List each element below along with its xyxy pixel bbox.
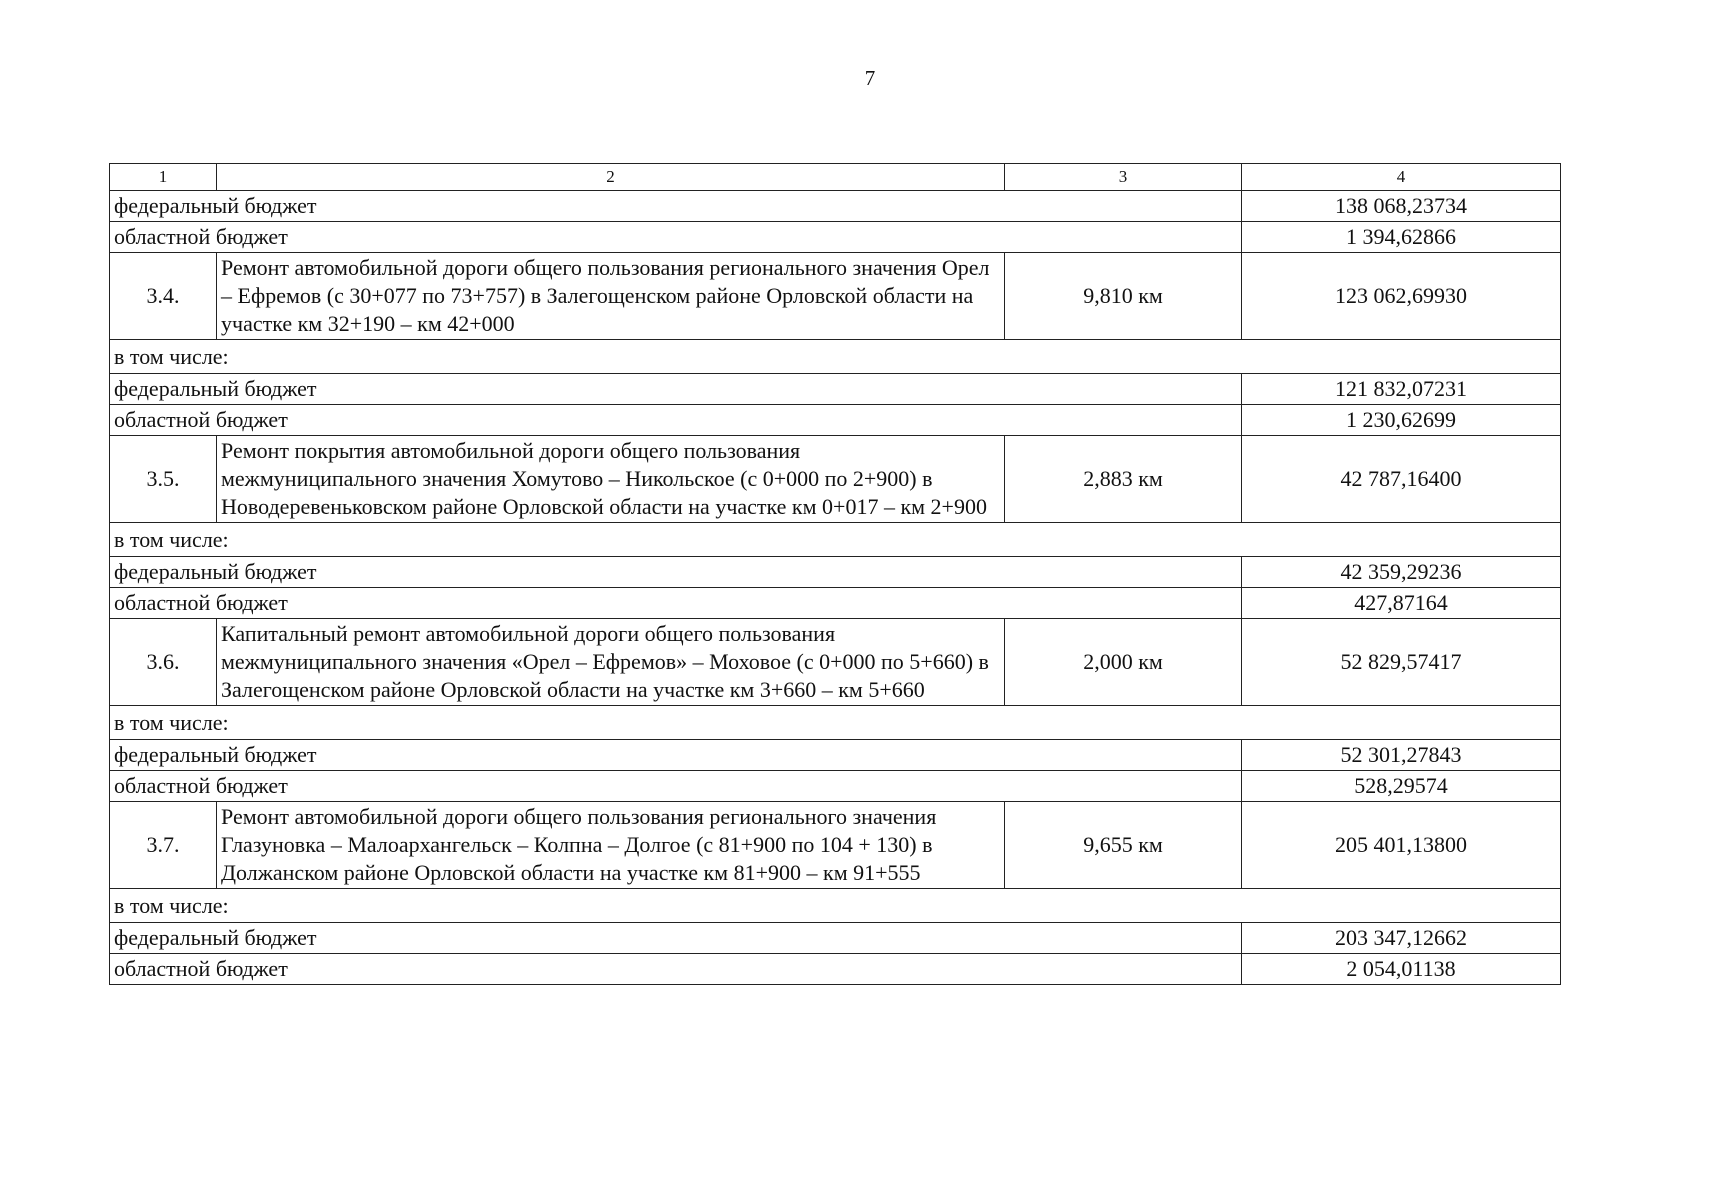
including-label: в том числе: — [110, 523, 1561, 557]
item-number: 3.4. — [110, 253, 217, 340]
item-description: Ремонт покрытия автомобильной дороги общего пользования межмуниципального значения Хомутово – Никольское (с 0+000 по 2+900) в Новодеревеньковском районе Орловской области на участке км 0+017 – км 2+900 — [217, 436, 1005, 523]
item-length: 2,000 км — [1005, 619, 1242, 706]
item-length: 9,810 км — [1005, 253, 1242, 340]
item-row — [110, 619, 1561, 706]
item-description: Ремонт автомобильной дороги общего пользования регионального значения Орел – Ефремов (с 30+077 по 73+757) в Залегощенском районе Орловской области на участке км 32+190 – км 42+000 — [217, 253, 1005, 340]
table-row — [110, 588, 1561, 619]
item-number: 3.7. — [110, 802, 217, 889]
including-row — [110, 523, 1561, 557]
budget-label: областной бюджет — [110, 222, 1242, 253]
item-description: Ремонт автомобильной дороги общего пользования регионального значения Глазуновка – Малоархангельск – Колпна – Долгое (с 81+900 по 104 + 130) в Должанском районе Орловской области на участке км 81+900 – км 91+555 — [217, 802, 1005, 889]
budget-table — [109, 163, 1561, 985]
page-number: 7 — [864, 66, 876, 90]
item-amount: 52 829,57417 — [1242, 619, 1561, 706]
item-number: 3.6. — [110, 619, 217, 706]
including-label: в том числе: — [110, 706, 1561, 740]
regional-budget-amount: 2 054,01138 — [1242, 954, 1561, 985]
regional-budget-label: областной бюджет — [110, 771, 1242, 802]
table-row — [110, 923, 1561, 954]
table-row — [110, 374, 1561, 405]
federal-budget-amount: 42 359,29236 — [1242, 557, 1561, 588]
table-row — [110, 771, 1561, 802]
table-row — [110, 740, 1561, 771]
federal-budget-amount: 203 347,12662 — [1242, 923, 1561, 954]
federal-budget-label: федеральный бюджет — [110, 374, 1242, 405]
header-col-3: 3 — [1005, 164, 1242, 191]
including-label: в том числе: — [110, 340, 1561, 374]
item-row — [110, 253, 1561, 340]
regional-budget-label: областной бюджет — [110, 588, 1242, 619]
federal-budget-label: федеральный бюджет — [110, 923, 1242, 954]
budget-label: федеральный бюджет — [110, 191, 1242, 222]
table-row — [110, 557, 1561, 588]
item-number: 3.5. — [110, 436, 217, 523]
item-amount: 42 787,16400 — [1242, 436, 1561, 523]
budget-amount: 1 394,62866 — [1242, 222, 1561, 253]
header-col-1: 1 — [110, 164, 217, 191]
header-col-4: 4 — [1242, 164, 1561, 191]
table-row — [110, 954, 1561, 985]
regional-budget-label: областной бюджет — [110, 954, 1242, 985]
item-description: Капитальный ремонт автомобильной дороги общего пользования межмуниципального значения «Орел – Ефремов» – Моховое (с 0+000 по 5+660) в Залегощенском районе Орловской области на участке км 3+660 – км 5+660 — [217, 619, 1005, 706]
including-row — [110, 706, 1561, 740]
federal-budget-label: федеральный бюджет — [110, 557, 1242, 588]
regional-budget-amount: 1 230,62699 — [1242, 405, 1561, 436]
item-length: 9,655 км — [1005, 802, 1242, 889]
item-amount: 123 062,69930 — [1242, 253, 1561, 340]
regional-budget-amount: 528,29574 — [1242, 771, 1561, 802]
including-row — [110, 340, 1561, 374]
budget-amount: 138 068,23734 — [1242, 191, 1561, 222]
regional-budget-label: областной бюджет — [110, 405, 1242, 436]
federal-budget-amount: 121 832,07231 — [1242, 374, 1561, 405]
regional-budget-amount: 427,87164 — [1242, 588, 1561, 619]
table-row — [110, 405, 1561, 436]
item-length: 2,883 км — [1005, 436, 1242, 523]
item-row — [110, 436, 1561, 523]
item-row — [110, 802, 1561, 889]
item-amount: 205 401,13800 — [1242, 802, 1561, 889]
table-row — [110, 222, 1561, 253]
federal-budget-label: федеральный бюджет — [110, 740, 1242, 771]
including-label: в том числе: — [110, 889, 1561, 923]
header-col-2: 2 — [217, 164, 1005, 191]
including-row — [110, 889, 1561, 923]
table-row — [110, 191, 1561, 222]
federal-budget-amount: 52 301,27843 — [1242, 740, 1561, 771]
table-header-row — [110, 164, 1561, 191]
